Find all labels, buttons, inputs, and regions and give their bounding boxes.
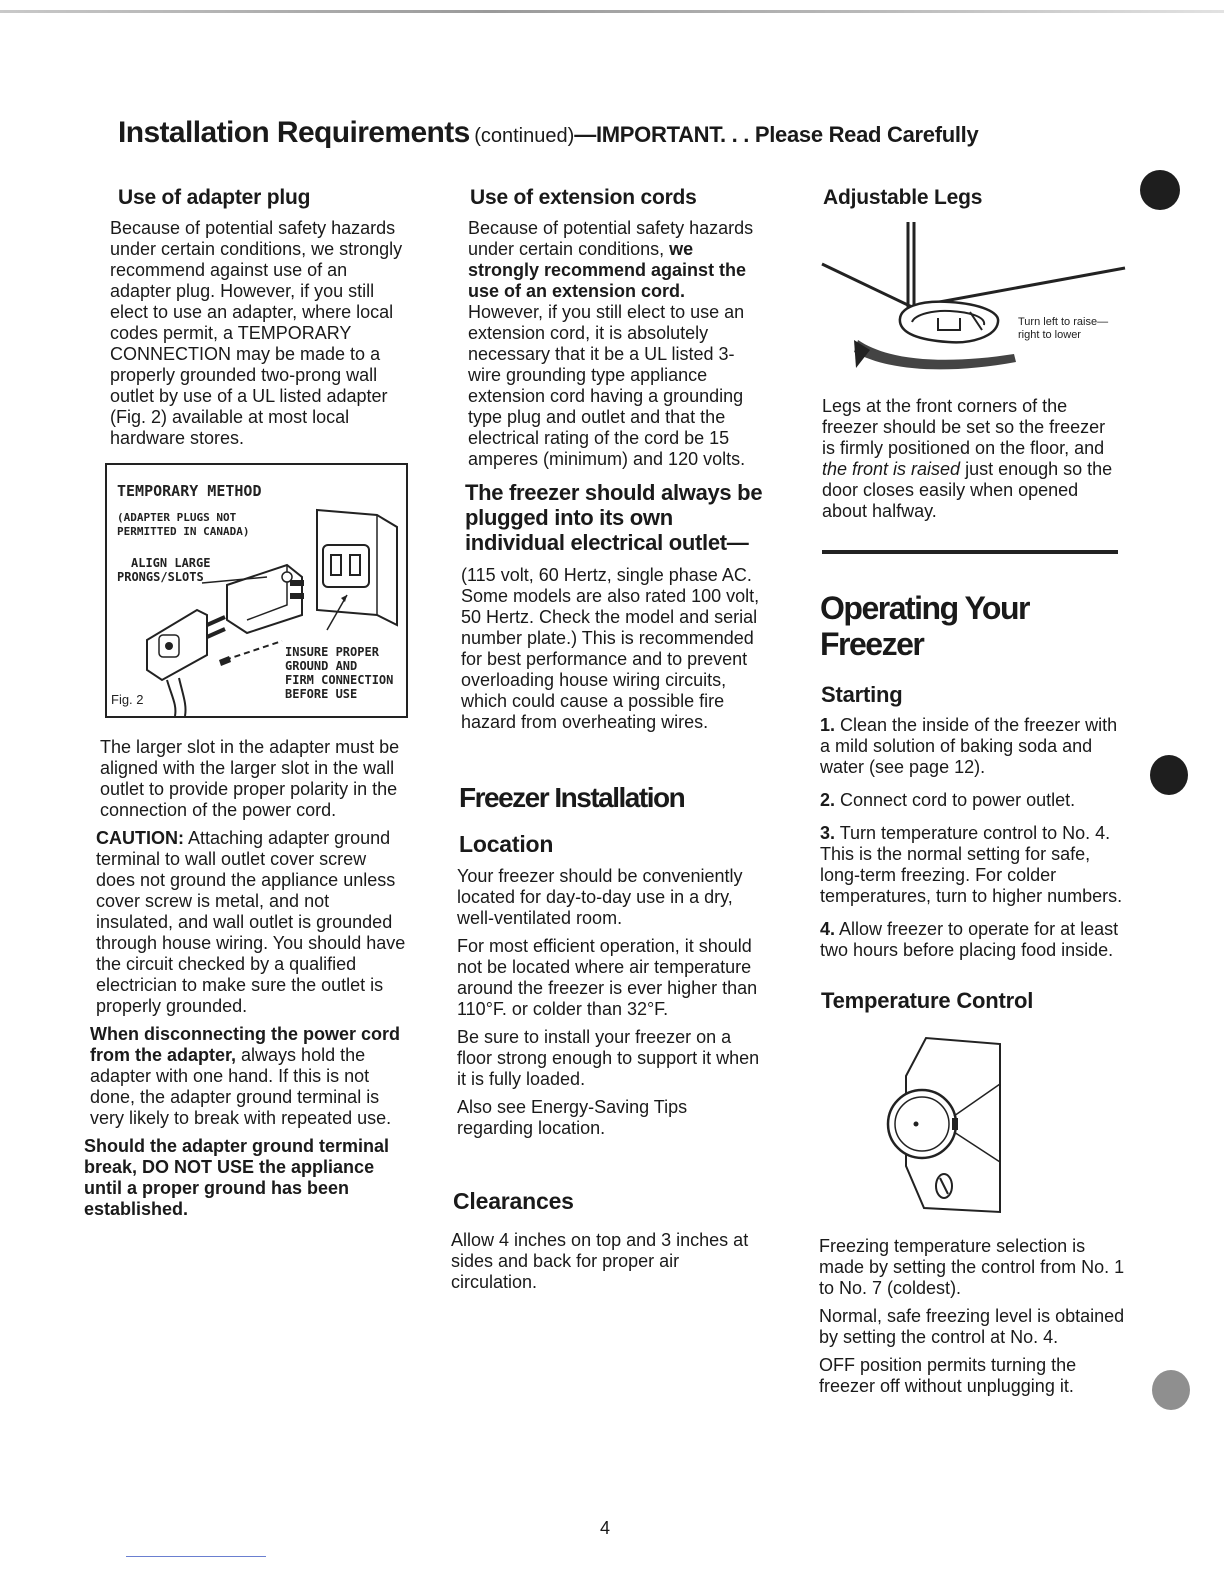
adapter-heading: Use of adapter plug <box>118 186 311 209</box>
extension-text-1: Because of potential safety hazards under certain conditions, <box>468 218 754 259</box>
legs-heading: Adjustable Legs <box>823 186 983 209</box>
title-continued: (continued) <box>474 125 575 147</box>
disconnect-paragraph <box>90 1024 410 1129</box>
page-title <box>118 116 978 150</box>
figure-note-1: (ADAPTER PLUGS NOT <box>117 511 237 524</box>
outlet-text: (115 volt, 60 Hertz, single phase AC. Some models are also rated 100 volt, 50 Hertz. Check the model and serial number plate.) This is recommended for best performance and to prevent overloading house wiring circuits, which could cause a possible fire hazard from overheating wires. <box>461 565 760 732</box>
disconnect-bold: When disconnecting the power cord from the adapter, <box>90 1024 401 1065</box>
figure-insure-2: GROUND AND <box>285 659 358 673</box>
figure-note-2: PERMITTED IN CANADA) <box>117 525 250 538</box>
step-1 <box>820 715 1126 778</box>
temperature-dial-illustration <box>884 1036 1004 1216</box>
extension-text <box>468 218 764 470</box>
outlet-heading: The freezer should always be plugged into its own individual electrical outlet— <box>465 480 763 555</box>
figure-title: TEMPORARY METHOD <box>117 482 262 500</box>
binder-hole-top <box>1140 170 1180 210</box>
temperature-body <box>819 1236 1125 1404</box>
step-4-number: 4. <box>820 919 836 939</box>
legs-text <box>822 396 1122 522</box>
legs-caption-1: Turn left to raise— <box>1018 316 1109 328</box>
extension-text-bold: we strongly recommend against the use of an extension cord. <box>468 239 747 301</box>
step-4 <box>820 919 1126 961</box>
page-number: 4 <box>600 1518 611 1538</box>
figure-label: Fig. 2 <box>111 692 144 707</box>
starting-steps <box>820 715 1126 973</box>
figure-2-box <box>105 463 408 718</box>
step-2-text: Connect cord to power outlet. <box>835 790 1076 810</box>
title-important: —IMPORTANT. . . Please Read Carefully <box>574 122 979 147</box>
caution-text: Attaching adapter ground terminal to wall outlet cover screw does not ground the appliance unless cover screw is metal, and not insulated, and wall outlet is grounded through house wiring. You should have the circuit checked by a qualified electrician to make sure the outlet is properly grounded. <box>96 828 406 1016</box>
column1-body <box>84 737 410 1227</box>
adapter-break-warning: Should the adapter ground terminal break, DO NOT USE the appliance until a proper ground has been established. <box>84 1136 390 1219</box>
location-p4: Also see Energy-Saving Tips regarding location. <box>457 1097 688 1138</box>
section-divider <box>822 550 1118 554</box>
location-heading: Location <box>459 831 554 857</box>
adapter-text: Because of potential safety hazards under certain conditions, we strongly recommend against use of an adapter plug. However, if you still elect to use an adapter, where local codes permit, a TEMPORARY CONNECTION may be made to a properly grounded two-prong wall outlet by use of a UL listed adapter (Fig. 2) available at most local hardware stores. <box>110 218 403 448</box>
step-2-number: 2. <box>820 790 836 810</box>
location-body <box>457 866 767 1146</box>
extension-heading: Use of extension cords <box>470 186 697 209</box>
figure-insure-4: BEFORE USE <box>285 687 358 701</box>
step-3 <box>820 823 1126 907</box>
figure-align-1: ALIGN LARGE <box>131 556 211 570</box>
bottom-link-line <box>126 1556 266 1557</box>
step-4-text: Allow freezer to operate for at least two hours before placing food inside. <box>820 919 1119 960</box>
clearances-heading: Clearances <box>453 1188 574 1214</box>
caution-paragraph <box>96 828 410 1017</box>
temp-p2: Normal, safe freezing level is obtained by setting the control at No. 4. <box>819 1306 1125 1347</box>
step-1-number: 1. <box>820 715 836 735</box>
binder-hole-middle <box>1150 755 1188 795</box>
step-1-text: Clean the inside of the freezer with a mild solution of baking soda and water (see page 12). <box>820 715 1118 777</box>
legs-text-italic: the front is raised <box>822 459 961 479</box>
starting-heading: Starting <box>821 682 903 707</box>
step-3-text: Turn temperature control to No. 4. This is the normal setting for safe, long-term freezing. For colder temperatures, turn to higher numbers. <box>820 823 1123 906</box>
operating-heading-2: Freezer <box>820 626 924 662</box>
figure-insure-3: FIRM CONNECTION <box>285 673 394 687</box>
top-scan-line <box>0 10 1224 13</box>
title-main: Installation Requirements <box>118 116 470 149</box>
step-3-number: 3. <box>820 823 836 843</box>
temp-p3: OFF position permits turning the freezer off without unplugging it. <box>819 1355 1077 1396</box>
temperature-control-heading: Temperature Control <box>821 988 1034 1013</box>
clearances-text: Allow 4 inches on top and 3 inches at sides and back for proper air circulation. <box>451 1230 749 1292</box>
freezer-installation-heading: Freezer Installation <box>459 782 685 813</box>
operating-heading-1: Operating Your <box>820 590 1029 626</box>
location-p2: For most efficient operation, it should not be located where air temperature around the freezer is ever higher than 110°F. or colder than 32°F. <box>457 936 758 1019</box>
disconnect-text: always hold the adapter with one hand. If this is not done, the adapter ground terminal is very likely to break with repeated use. <box>90 1045 392 1128</box>
legs-caption-2: right to lower <box>1018 329 1081 341</box>
legs-text-2: just enough so the door closes easily when opened about halfway. <box>822 459 1113 521</box>
caution-label: CAUTION: <box>96 828 184 848</box>
extension-text-2: However, if you still elect to use an extension cord, it is absolutely necessary that it be a UL listed 3-wire grounding type appliance extension cord having a grounding type plug and outlet and that the electrical rating of the cord be 15 amperes (minimum) and 120 volts. <box>468 302 746 469</box>
binder-hole-bottom <box>1152 1370 1190 1410</box>
adapter-plug-illustration <box>107 465 406 716</box>
larger-slot-text: The larger slot in the adapter must be aligned with the larger slot in the wall outlet to provide proper polarity in the connection of the power cord. <box>100 737 400 820</box>
location-p1: Your freezer should be conveniently located for day-to-day use in a dry, well-ventilated room. <box>457 866 743 928</box>
temp-p1: Freezing temperature selection is made by setting the control from No. 1 to No. 7 (coldest). <box>819 1236 1125 1298</box>
adjustable-leg-illustration <box>820 222 1130 392</box>
step-2 <box>820 790 1126 811</box>
legs-text-1: Legs at the front corners of the freezer should be set so the freezer is firmly positioned on the floor, and <box>822 396 1106 458</box>
figure-align-2: PRONGS/SLOTS <box>117 570 204 584</box>
figure-insure-1: INSURE PROPER <box>285 645 379 659</box>
location-p3: Be sure to install your freezer on a floor strong enough to support it when it is fully loaded. <box>457 1027 760 1089</box>
